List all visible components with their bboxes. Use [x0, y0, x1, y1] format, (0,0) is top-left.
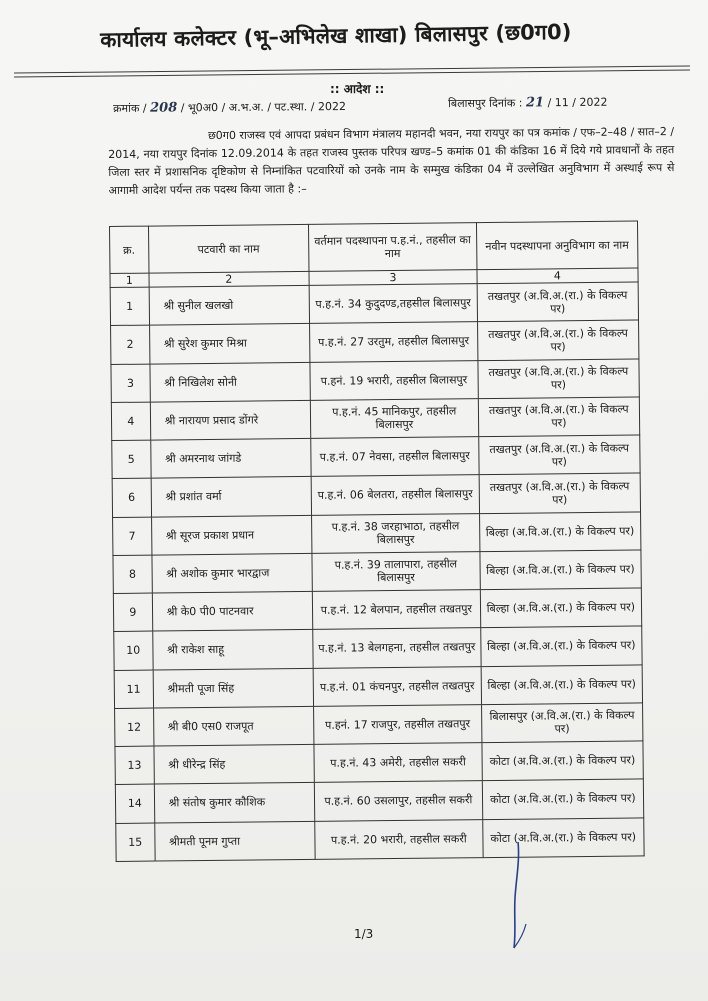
order-body-paragraph: छ0ग0 राजस्व एवं आपदा प्रबंधन विभाग मंत्रालय महानदी भवन, नया रायपुर का पत्र कमांक / एफ–2–48 / सात–2 / 2014, नया रायपुर दिनांक 12.09.2014 के तहत राजस्व पुस्तक परिपत्र खण्ड–5 कमांक 01 की कंडिका 16 में दिये गये प्रावधानों के तहत जिला स्तर में प्रशासनिक दृष्टिकोण से निम्नांकित पटवारियों को उनके नाम के सम्मुख कंडिका 04 में उल्लेखित अनुविभाग में अस्थाई रूप से आगामी आदेश पर्यन्त तक पदस्थ किया जाता है :– — [108, 125, 675, 197]
table-row — [113, 550, 641, 594]
row-new-posting: तखतपुर (अ.वि.अ.(रा.) के विकल्प पर) — [477, 320, 639, 360]
row-new-posting: तखतपुर (अ.वि.अ.(रा.) के विकल्प पर) — [478, 397, 640, 437]
signature-mark — [480, 840, 540, 950]
row-sno: 13 — [115, 746, 154, 785]
row-sno: 2 — [111, 325, 150, 364]
row-new-posting: बिलासपुर (अ.वि.अ.(रा.) के विकल्प पर) — [481, 703, 643, 743]
row-current-posting: प.ह.नं. 12 बेलपान, तहसील तखतपुर — [312, 590, 480, 630]
reference-suffix: / भू0अ0 / अ.भ.अ. / पट.स्था. / 2022 — [180, 99, 346, 115]
page-number: 1/3 — [354, 927, 374, 941]
row-current-posting: प.ह.नं. 45 मानिकपुर, तहसील बिलासपुर — [310, 398, 478, 438]
row-current-posting: प.ह.नं. 13 बेलगहना, तहसील तखतपुर — [313, 628, 481, 668]
row-sno: 15 — [116, 823, 155, 862]
row-new-posting: बिल्हा (अ.वि.अ.(रा.) के विकल्प पर) — [479, 512, 641, 552]
row-patwari-name: श्री सुनील खलखो — [149, 286, 310, 326]
row-patwari-name: श्री अमरनाथ जांगडे — [150, 438, 311, 478]
header-current-posting: वर्तमान पदस्थापना प.ह.नं., तहसील का नाम — [309, 223, 477, 272]
row-patwari-name: श्रीमती पूजा सिंह — [153, 668, 314, 708]
table-row — [114, 626, 642, 670]
table-row — [110, 282, 638, 326]
table-row — [115, 703, 643, 747]
index-cell: 1 — [110, 273, 149, 287]
row-new-posting: बिल्हा (अ.वि.अ.(रा.) के विकल्प पर) — [481, 665, 643, 705]
row-patwari-name: श्री सुरेश कुमार मिश्रा — [149, 324, 310, 364]
row-sno: 3 — [111, 364, 150, 403]
posting-table — [109, 220, 645, 862]
order-date — [448, 95, 608, 111]
row-sno: 4 — [111, 402, 150, 441]
row-sno: 5 — [112, 440, 151, 479]
index-cell: 3 — [309, 270, 477, 286]
row-patwari-name: श्री राकेश साहू — [152, 630, 313, 670]
row-current-posting: प.ह.नं. 01 कंचनपुर, तहसील तखतपुर — [313, 666, 481, 706]
row-current-posting: प.हनं. 19 भरारी, तहसील बिलासपुर — [310, 360, 478, 400]
table-row — [115, 741, 643, 785]
row-new-posting: बिल्हा (अ.वि.अ.(रा.) के विकल्प पर) — [480, 626, 642, 666]
table-row — [112, 435, 640, 479]
index-cell: 2 — [149, 271, 310, 287]
row-patwari-name: श्री के0 पी0 पाटनवार — [152, 591, 313, 631]
row-sno: 1 — [110, 287, 149, 326]
row-current-posting: प.हनं. 17 राजपुर, तहसील तखतपुर — [314, 704, 482, 744]
row-new-posting: कोटा (अ.वि.अ.(रा.) के विकल्प पर) — [482, 779, 644, 819]
order-heading: :: आदेश :: — [330, 82, 385, 96]
table-row — [111, 359, 639, 403]
row-current-posting: प.ह.नं. 60 उसलापुर, तहसील सकरी — [314, 781, 482, 821]
row-current-posting: प.ह.नं. 06 बेलतरा, तहसील बिलासपुर — [311, 475, 479, 515]
row-sno: 8 — [113, 555, 152, 594]
table-row — [116, 818, 644, 862]
header-sno: क्र. — [110, 226, 149, 273]
table-row — [112, 473, 640, 517]
row-current-posting: प.ह.नं. 39 तालापारा, तहसील बिलासपुर — [312, 551, 480, 591]
table-row — [115, 779, 643, 823]
row-new-posting: कोटा (अ.वि.अ.(रा.) के विकल्प पर) — [482, 818, 644, 858]
office-title: कार्यालय कलेक्टर (भू–अभिलेख शाखा) बिलासपुर (छ0ग0) — [100, 19, 572, 52]
header-new-posting: नवीन पदस्थापना अनुविभाग का नाम — [476, 221, 638, 270]
date-prefix: बिलासपुर दिनांक : — [447, 96, 523, 111]
row-patwari-name: श्रीमती पूनम गुप्ता — [154, 821, 315, 861]
row-patwari-name: श्री संतोष कुमार कौशिक — [154, 783, 315, 823]
table-row — [111, 320, 639, 364]
row-new-posting: तखतपुर (अ.वि.अ.(रा.) के विकल्प पर) — [479, 473, 641, 513]
reference-line — [113, 96, 673, 116]
header-patwari-name: पटवारी का नाम — [148, 224, 309, 273]
row-sno: 10 — [114, 631, 153, 670]
row-current-posting: प.ह.नं. 38 जरहाभाठा, तहसील बिलासपुर — [312, 513, 480, 553]
reference-number: 208 — [150, 100, 178, 116]
row-new-posting: बिल्हा (अ.वि.अ.(रा.) के विकल्प पर) — [480, 550, 642, 590]
row-sno: 6 — [112, 478, 151, 517]
row-current-posting: प.ह.नं. 27 उरतुम, तहसील बिलासपुर — [310, 322, 478, 362]
row-sno: 12 — [115, 708, 154, 747]
table-row — [113, 588, 641, 632]
row-new-posting: तखतपुर (अ.वि.अ.(रा.) के विकल्प पर) — [478, 435, 640, 475]
row-patwari-name: श्री निखिलेश सोनी — [150, 362, 311, 402]
row-patwari-name: श्री अशोक कुमार भारद्वाज — [152, 553, 313, 593]
row-current-posting: प.ह.नं. 43 अमेरी, तहसील सकरी — [314, 743, 482, 783]
row-sno: 11 — [114, 670, 153, 709]
row-new-posting: कोटा (अ.वि.अ.(रा.) के विकल्प पर) — [482, 741, 644, 781]
date-rest: / 11 / 2022 — [547, 95, 608, 110]
row-patwari-name: श्री नारायण प्रसाद डोंगरे — [150, 400, 311, 440]
date-day: 21 — [525, 95, 545, 111]
row-patwari-name: श्री सूरज प्रकाश प्रधान — [151, 515, 312, 555]
index-cell: 4 — [477, 268, 638, 284]
row-patwari-name: श्री धीरेन्द्र सिंह — [154, 744, 315, 784]
row-current-posting: प.ह.नं. 07 नेवसा, तहसील बिलासपुर — [311, 437, 479, 477]
reference-prefix: क्रमांक / — [113, 101, 147, 115]
row-new-posting: तखतपुर (अ.वि.अ.(रा.) के विकल्प पर) — [477, 282, 639, 322]
row-current-posting: प.ह.नं. 34 कुदुदण्ड,तहसील बिलासपुर — [309, 284, 477, 324]
row-sno: 14 — [115, 784, 154, 823]
table-row — [114, 665, 642, 709]
row-sno: 9 — [113, 593, 152, 632]
row-patwari-name: श्री बी0 एस0 राजपूत — [153, 706, 314, 746]
row-new-posting: बिल्हा (अ.वि.अ.(रा.) के विकल्प पर) — [480, 588, 642, 628]
table-row — [111, 397, 639, 441]
row-sno: 7 — [113, 517, 152, 556]
row-patwari-name: श्री प्रशांत वर्मा — [151, 477, 312, 517]
row-current-posting: प.ह.नं. 20 भरारी, तहसील सकरी — [315, 819, 483, 859]
table-row — [113, 512, 641, 556]
row-new-posting: तखतपुर (अ.वि.अ.(रा.) के विकल्प पर) — [478, 359, 640, 399]
